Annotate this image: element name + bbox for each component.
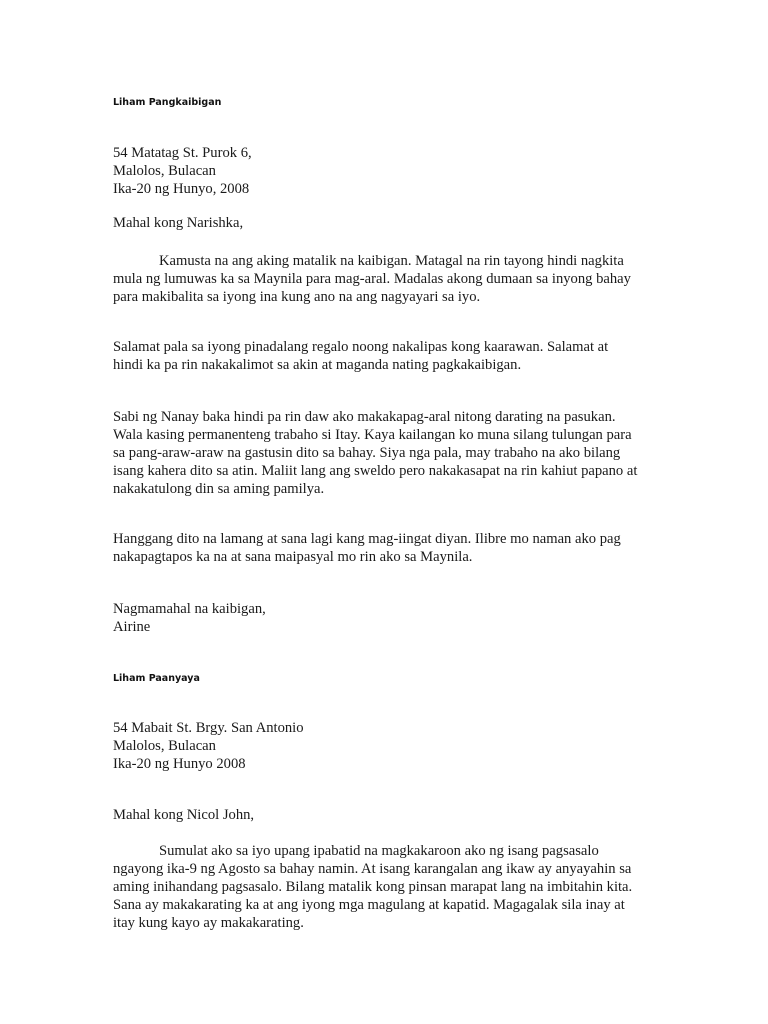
letter1-salutation: [113, 214, 673, 232]
letter1-address: [113, 144, 673, 198]
address-line: 54 Mabait St. Brgy. San Antonio: [113, 720, 304, 736]
address-line: Malolos, Bulacan: [113, 738, 216, 754]
letter1-paragraph-4: [113, 530, 673, 566]
address-line: Ika-20 ng Hunyo, 2008: [113, 181, 250, 197]
paragraph-line: Sumulat ako sa iyo upang ipabatid na magkakaroon ako ng isang pagsasalo: [159, 843, 599, 859]
paragraph-line: nakakatulong din sa aming pamilya.: [113, 481, 325, 497]
paragraph-line: Sana ay makakarating ka at ang iyong mga magulang at kapatid. Magagalak sila inay at: [113, 897, 625, 913]
letter1-paragraph-2: [113, 338, 673, 374]
address-line: Malolos, Bulacan: [113, 163, 216, 179]
letter1-heading: Liham Pangkaibigan: [113, 97, 222, 108]
paragraph-line: Sabi ng Nanay baka hindi pa rin daw ako makakapag-aral nitong darating na pasukan.: [113, 409, 616, 425]
paragraph-line: mula ng lumuwas ka sa Maynila para mag-aral. Madalas akong dumaan sa inyong bahay: [113, 271, 631, 287]
letter1-closing: [113, 600, 673, 636]
letter1-paragraph-1: [113, 252, 673, 306]
salutation-text: Mahal kong Narishka,: [113, 215, 244, 231]
paragraph-line: nakapagtapos ka na at sana maipasyal mo rin ako sa Maynila.: [113, 549, 473, 565]
paragraph-line: isang kahera dito sa atin. Maliit lang ang sweldo pero nakakasapat na rin kahiut papano at: [113, 463, 638, 479]
letter2-heading: Liham Paanyaya: [113, 673, 200, 684]
address-line: 54 Matatag St. Purok 6,: [113, 145, 252, 161]
paragraph-line: Salamat pala sa iyong pinadalang regalo noong nakalipas kong kaarawan. Salamat at: [113, 339, 609, 355]
paragraph-line: Hanggang dito na lamang at sana lagi kang mag-iingat diyan. Ilibre mo naman ako pag: [113, 531, 621, 547]
address-line: Ika-20 ng Hunyo 2008: [113, 756, 246, 772]
paragraph-line: itay kung kayo ay makakarating.: [113, 915, 304, 931]
paragraph-line: para makibalita sa iyong ina kung ano na ang nagyayari sa iyo.: [113, 289, 481, 305]
salutation-text: Mahal kong Nicol John,: [113, 807, 255, 823]
closing-line: Nagmamahal na kaibigan,: [113, 601, 266, 617]
paragraph-line: aming inihandang pagsasalo. Bilang matalik kong pinsan marapat lang na imbitahin kita.: [113, 879, 633, 895]
paragraph-line: Kamusta na ang aking matalik na kaibigan. Matagal na rin tayong hindi nagkita: [159, 253, 624, 269]
letter1-paragraph-3: [113, 408, 673, 498]
paragraph-line: hindi ka pa rin nakakalimot sa akin at maganda nating pagkakaibigan.: [113, 357, 522, 373]
letter2-paragraph-1: [113, 842, 673, 932]
paragraph-line: sa pang-araw-araw na gastusin dito sa bahay. Siya nga pala, may trabaho na ako bilang: [113, 445, 621, 461]
signature-name: Airine: [113, 619, 151, 635]
letter2-address: [113, 719, 673, 773]
paragraph-line: ngayong ika-9 ng Agosto sa bahay namin. At isang karangalan ang ikaw ay anyayahin sa: [113, 861, 632, 877]
letter2-salutation: [113, 806, 673, 824]
paragraph-line: Wala kasing permanenteng trabaho si Itay. Kaya kailangan ko muna silang tulungan para: [113, 427, 632, 443]
